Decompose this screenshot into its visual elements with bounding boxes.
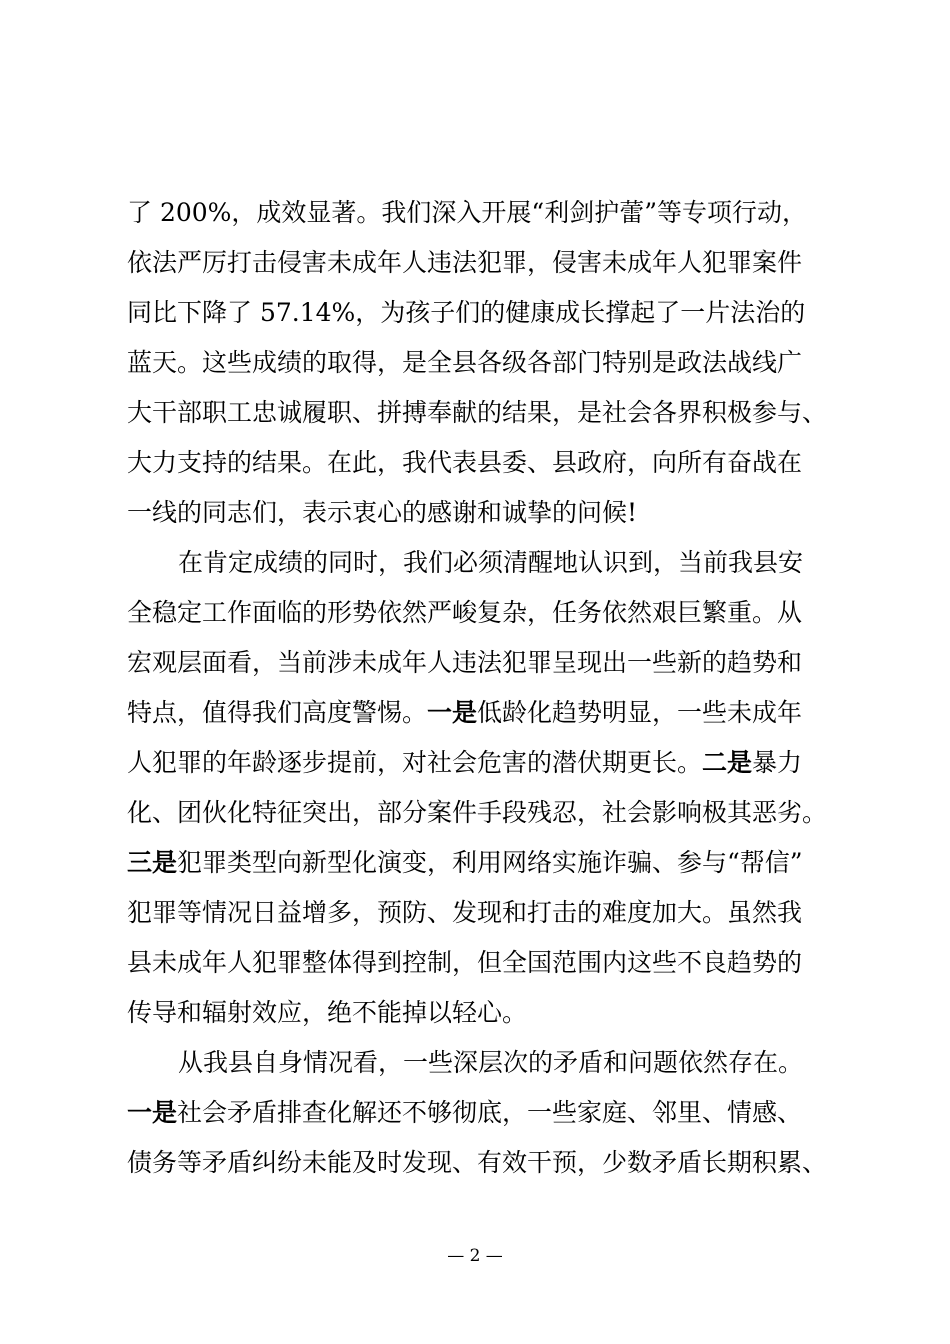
text-span: 特点，值得我们高度警惕。: [127, 698, 428, 727]
bold-marker: 一是: [127, 1098, 178, 1127]
text-line: 宏观层面看，当前涉未成年人违法犯罪呈现出一些新的趋势和: [127, 648, 803, 677]
text-line: 化、团伙化特征突出，部分案件手段残忍，社会影响极其恶劣。: [127, 798, 828, 827]
text-span: 暴力: [752, 748, 803, 777]
text-line: 大干部职工忠诚履职、拼搏奉献的结果，是社会各界积极参与、: [127, 398, 828, 427]
text-line: 县未成年人犯罪整体得到控制，但全国范围内这些不良趋势的: [127, 948, 803, 977]
text-span: 低龄化趋势明显，一些未成年: [477, 698, 803, 727]
text-line: [127, 838, 847, 887]
text-line: 传导和辐射效应，绝不能掉以轻心。: [127, 998, 528, 1027]
text-line: 大力支持的结果。在此，我代表县委、县政府，向所有奋战在: [127, 448, 803, 477]
text-line: [127, 688, 847, 737]
bold-marker: 一是: [427, 698, 478, 727]
text-line: 犯罪等情况日益增多，预防、发现和打击的难度加大。虽然我: [127, 898, 803, 927]
text-line: 一线的同志们，表示衷心的感谢和诚挚的问候!: [127, 498, 638, 527]
text-line: [127, 738, 847, 787]
bold-marker: 二是: [702, 748, 753, 777]
text-line: 了 200%，成效显著。我们深入开展“利剑护蕾”等专项行动，: [127, 198, 807, 227]
paragraph-first-line: 在肯定成绩的同时，我们必须清醒地认识到，当前我县安: [178, 548, 804, 577]
text-line: [127, 1088, 847, 1137]
text-span: 人犯罪的年龄逐步提前，对社会危害的潜伏期更长。: [127, 748, 703, 777]
text-line: 依法严厉打击侵害未成年人违法犯罪，侵害未成年人犯罪案件: [127, 248, 803, 277]
text-line: 蓝天。这些成绩的取得，是全县各级各部门特别是政法战线广: [127, 348, 803, 377]
text-line: 债务等矛盾纠纷未能及时发现、有效干预，少数矛盾长期积累、: [127, 1148, 828, 1177]
text-line: 全稳定工作面临的形势依然严峻复杂，任务依然艰巨繁重。从: [127, 598, 803, 627]
text-line: 同比下降了 57.14%，为孩子们的健康成长撑起了一片法治的: [127, 298, 806, 327]
paragraph-first-line: 从我县自身情况看，一些深层次的矛盾和问题依然存在。: [178, 1048, 804, 1077]
text-span: 社会矛盾排查化解还不够彻底，一些家庭、邻里、情感、: [177, 1098, 803, 1127]
bold-marker: 三是: [127, 848, 178, 877]
page-number: — 2 —: [447, 1246, 503, 1266]
text-span: 犯罪类型向新型化演变，利用网络实施诈骗、参与“帮信”: [177, 848, 803, 877]
